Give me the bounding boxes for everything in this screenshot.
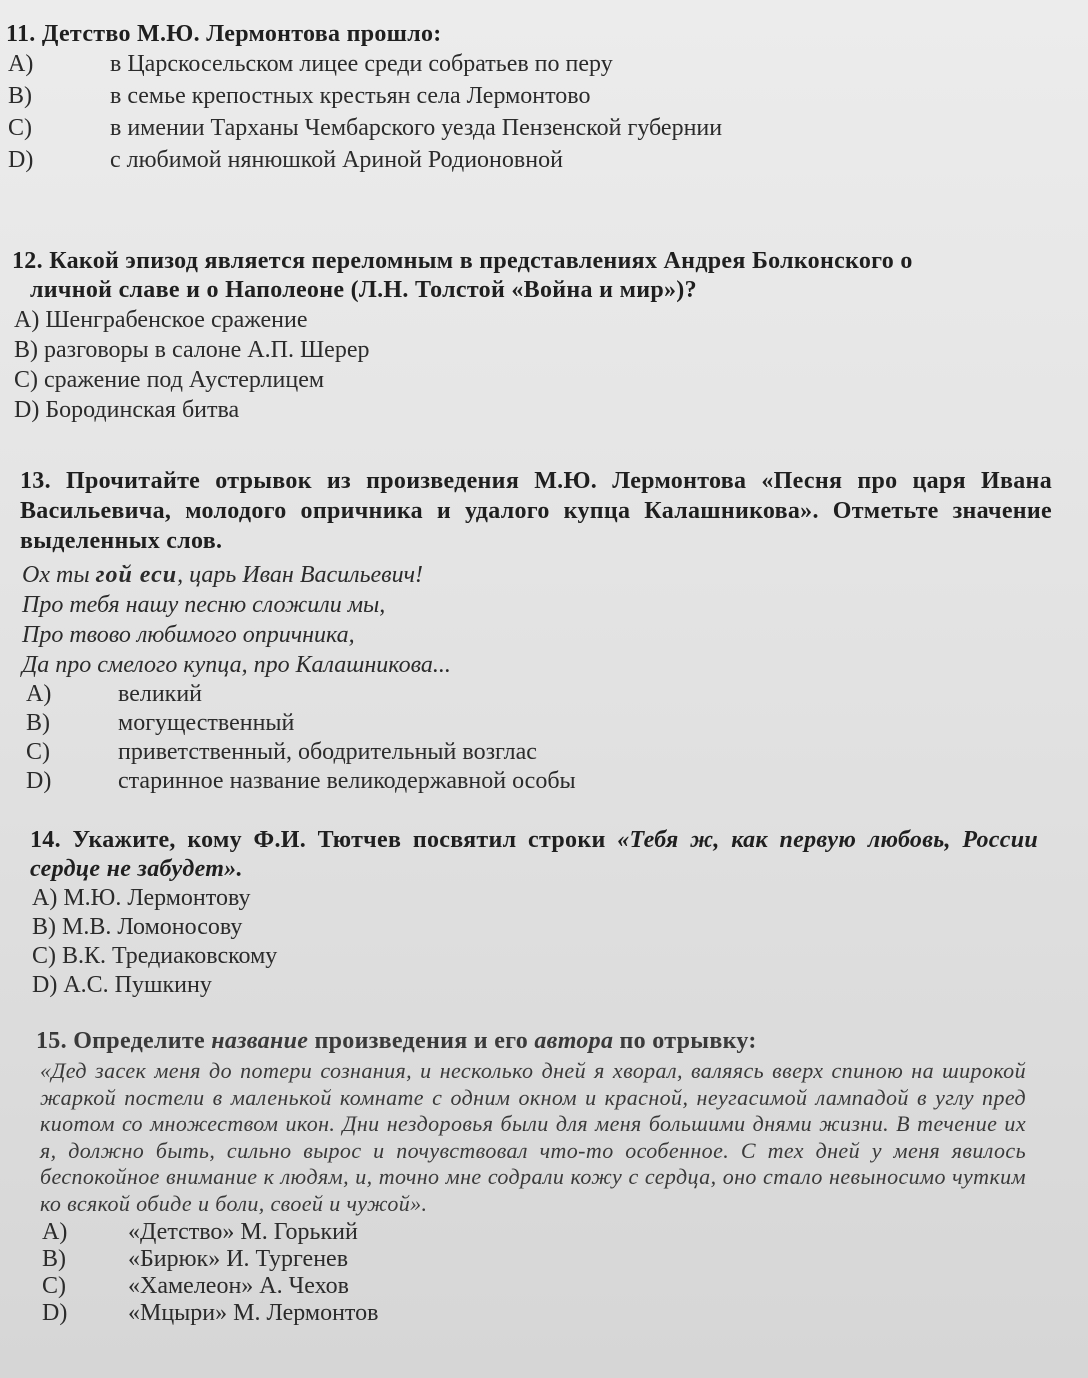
question-12 <box>0 247 1088 425</box>
answer-option[interactable] <box>0 82 1088 111</box>
question-14 <box>0 826 1088 1000</box>
answer-option[interactable] <box>0 1273 1088 1300</box>
answer-option[interactable] <box>0 1246 1088 1273</box>
option-letter: A) <box>8 51 34 77</box>
question-12-heading-line2: личной славе и о Наполеоне (Л.Н. Толстой «Война и мир»)? <box>30 277 697 303</box>
question-12-heading <box>12 247 1064 276</box>
question-13-heading: 13. Прочитайте отрывок из произведения М.Ю. Лермонтова «Песня про царя Ивана Васильевича, молодого опричника и удалого купца Калашникова». Отметьте значение выделенных слов. <box>20 468 1052 554</box>
option-letter: D) <box>42 1300 68 1326</box>
answer-option[interactable]: A) М.Ю. Лермонтову <box>32 885 251 911</box>
question-15-emphasis: автора <box>534 1028 614 1054</box>
question-14-text: 14. Укажите, кому Ф.И. Тютчев посвятил строки <box>30 827 618 853</box>
option-text: «Мцыри» М. Лермонтов <box>128 1300 379 1326</box>
question-15-text: 15. Определите <box>36 1028 212 1054</box>
question-15 <box>0 1027 1088 1327</box>
answer-option[interactable]: B) разговоры в салоне А.П. Шерер <box>14 337 370 363</box>
poem-line <box>22 560 1088 590</box>
answer-option[interactable] <box>0 709 1088 738</box>
answer-option[interactable]: D) Бородинская битва <box>14 397 240 423</box>
option-letter: D) <box>26 768 52 794</box>
answer-option[interactable]: B) М.В. Ломоносову <box>32 914 243 940</box>
option-text: могущественный <box>118 710 295 736</box>
question-15-text: по отрывку: <box>613 1028 757 1054</box>
poem-text: , царь Иван Васильевич! <box>177 562 424 588</box>
highlighted-words: гой еси <box>95 562 178 588</box>
option-letter: C) <box>42 1273 66 1299</box>
poem-text: Ох ты <box>22 562 96 588</box>
option-text: в Царскосельском лицее среди собратьев по перу <box>110 51 613 77</box>
answer-option[interactable] <box>0 680 1088 709</box>
question-11-heading: 11. Детство М.Ю. Лермонтова прошло: <box>6 21 442 47</box>
question-15-text: произведения и его <box>308 1028 535 1054</box>
option-text: великий <box>118 681 203 707</box>
answer-option[interactable] <box>0 1300 1088 1327</box>
question-15-heading <box>36 1027 1088 1056</box>
question-13 <box>0 466 1088 796</box>
option-text: в имении Тарханы Чембарского уезда Пензенской губернии <box>110 115 723 141</box>
option-letter: B) <box>26 710 50 736</box>
answer-option[interactable]: C) сражение под Аустерлицем <box>14 367 325 393</box>
answer-option[interactable]: C) В.К. Тредиаковскому <box>32 943 278 969</box>
quoted-lines: «Тебя ж, как первую любовь, России сердце не забудет». <box>30 827 1039 882</box>
poem-line: Про тебя нашу песню сложили мы, <box>22 592 386 618</box>
poem-line: Да про смелого купца, про Калашникова... <box>22 652 451 678</box>
option-text: с любимой нянюшкой Ариной Родионовной <box>110 147 563 173</box>
option-text: старинное название великодержавной особы <box>118 768 576 794</box>
question-15-emphasis: название <box>211 1028 309 1054</box>
option-text: в семье крепостных крестьян села Лермонтово <box>110 83 591 109</box>
answer-option[interactable]: D) А.С. Пушкину <box>32 972 212 998</box>
question-11 <box>0 20 1088 175</box>
answer-option[interactable] <box>0 50 1088 79</box>
option-letter: C) <box>26 739 50 765</box>
answer-option[interactable] <box>0 114 1088 143</box>
answer-option[interactable]: A) Шенграбенское сражение <box>14 307 308 333</box>
answer-option[interactable] <box>0 767 1088 796</box>
option-text: «Хамелеон» А. Чехов <box>128 1273 349 1299</box>
answer-option[interactable] <box>0 738 1088 767</box>
option-text: «Детство» М. Горький <box>128 1219 358 1245</box>
option-letter: D) <box>8 147 34 173</box>
option-letter: A) <box>26 681 52 707</box>
poem-line: Про твово любимого опричника, <box>22 622 355 648</box>
option-letter: C) <box>8 115 32 141</box>
question-12-heading-line1: 12. Какой эпизод является переломным в представлениях Андрея Болконского о <box>12 248 913 274</box>
question-14-heading <box>30 826 1038 884</box>
answer-option[interactable] <box>0 146 1088 175</box>
option-letter: B) <box>8 83 32 109</box>
excerpt-quote: «Дед засек меня до потери сознания, и несколько дней я хворал, валяясь вверх спиною на широкой жаркой постели в маленькой комнате с одним окном и красной, неугасимой лампадой в углу пред киотом со множеством икон. Дни нездоровья были для меня большими днями жизни. В течение их я, должно быть, сильно вырос и почувствовал что-то особенное. С тех дней у меня явилось беспокойное внимание к людям, и, точно мне содрали кожу с сердца, оно стало невыносимо чутким ко всякой обиде и боли, своей и чужой». <box>40 1058 1026 1216</box>
option-letter: A) <box>42 1219 68 1245</box>
answer-option[interactable] <box>0 1219 1088 1246</box>
option-letter: B) <box>42 1246 66 1272</box>
option-text: приветственный, ободрительный возглас <box>118 739 537 765</box>
option-text: «Бирюк» И. Тургенев <box>128 1246 349 1272</box>
